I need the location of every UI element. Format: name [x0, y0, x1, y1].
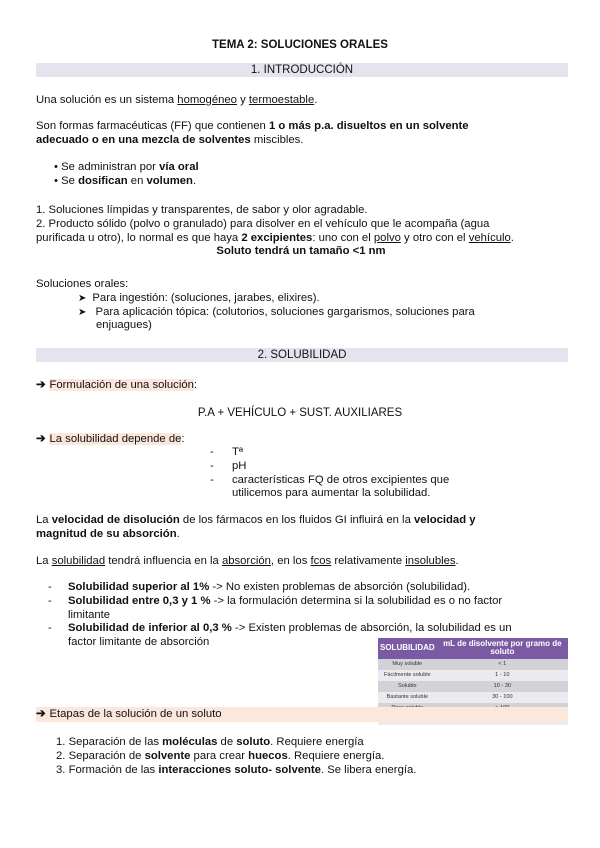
list-item: - características FQ de otros excipientes que: [210, 473, 450, 486]
text: .: [176, 527, 180, 540]
text: : uno con el: [312, 231, 374, 244]
text: La: [36, 555, 52, 567]
table-row: [378, 670, 568, 681]
list-item: - Solubilidad de inferior al 0,3 % -> Existen problemas de absorción, la solubilidad es un: [48, 622, 512, 635]
text: . Se libera energía.: [320, 763, 417, 776]
text: relativamente: [331, 555, 406, 567]
text: Son formas farmacéuticas (FF) que contienen: [36, 120, 269, 132]
text: de: [217, 736, 237, 748]
arrow-right-icon: ➔: [36, 708, 46, 720]
bold-text: volumen: [146, 174, 193, 187]
text: tendrá influencia en la: [105, 555, 222, 567]
text: características FQ de otros excipientes que: [232, 473, 450, 486]
text: Tª: [232, 446, 244, 458]
term-vehiculo: vehículo: [468, 231, 511, 244]
section-heading: 2. SOLUBILIDAD: [257, 349, 347, 361]
bold-text: Solubilidad superior al 1%: [68, 581, 210, 593]
bold-text: huecos: [248, 749, 288, 762]
text: . Requiere energía: [270, 736, 364, 748]
text: Una solución es un sistema: [36, 94, 178, 106]
list-item: [36, 292, 566, 306]
numbered-paragraph: [36, 204, 576, 259]
table-cell: 1 - 10: [437, 670, 568, 681]
text: -> la formulación determina si la solubilidad es o no factor: [210, 594, 503, 607]
section-band-introduccion: [36, 63, 568, 77]
text: de los fármacos en los fluidos GI influirá en la: [179, 514, 414, 526]
list-item: 1. Soluciones límpidas y transparentes, de sabor y olor agradable.: [36, 204, 368, 216]
bold-text: 2 excipientes: [241, 231, 313, 244]
text: .: [510, 231, 514, 244]
text: Se administran por: [61, 161, 160, 173]
list-item: 2. Separación de solvente para crear huecos. Requiere energía.: [56, 749, 385, 762]
text: La: [36, 514, 52, 526]
list-item-continued: utilicemos para aumentar la solubilidad.: [232, 487, 431, 500]
text: y: [236, 94, 249, 106]
text: pH: [232, 459, 247, 472]
text: y otro con el: [400, 231, 469, 244]
table-row: [378, 692, 568, 703]
list-item: • Se administran por vía oral: [54, 161, 199, 173]
arrow-right-icon: ➔: [36, 433, 46, 445]
bold-text: adecuado o en una mezcla de solventes: [36, 133, 251, 146]
etapas-list: [56, 736, 576, 777]
list-item: • Se dosifican en volumen.: [54, 174, 197, 187]
bold-text: vía oral: [159, 161, 199, 173]
arrow-right-icon: ➔: [36, 379, 46, 391]
list-item: - Solubilidad superior al 1% -> No existen problemas de absorción (solubilidad).: [48, 581, 471, 593]
text: miscibles.: [250, 133, 304, 146]
table-cell: Fácilmente soluble: [378, 670, 437, 681]
list-item-continued: enjuagues): [96, 319, 152, 332]
bold-text: moléculas: [162, 736, 218, 748]
text: , en los: [270, 555, 311, 567]
formulacion-line: [36, 379, 197, 393]
section-heading: 1. INTRODUCCIÓN: [250, 64, 354, 76]
oral-solutions: [36, 278, 566, 333]
text: .: [314, 94, 318, 106]
text: .: [192, 174, 197, 187]
table-cell: < 1: [437, 659, 568, 670]
section-band-solubilidad: [36, 348, 568, 362]
soluto-note: Soluto tendrá un tamaño <1 nm: [216, 245, 386, 258]
velocidad-paragraph: [36, 514, 576, 542]
text: Para aplicación tópica: (colutorios, soluciones gargarismos, soluciones para: [92, 305, 475, 318]
text: Para ingestión: (soluciones, jarabes, elixires).: [92, 291, 320, 304]
term-insolubles: insolubles: [405, 555, 456, 567]
page-title: TEMA 2: SOLUCIONES ORALES: [212, 39, 388, 51]
list-item: 1. Separación de las moléculas de soluto. Requiere energía: [56, 736, 364, 748]
table-row: [378, 659, 568, 670]
text: Formación de las: [68, 763, 159, 776]
text: Separación de: [68, 749, 145, 762]
bold-text: Solubilidad de inferior al 0,3 %: [68, 622, 232, 635]
text: :: [181, 433, 185, 445]
list-item-continued: limitante: [68, 608, 111, 621]
table-cell: 30 - 100: [437, 692, 568, 703]
arrowhead-icon: ➤: [78, 306, 87, 318]
text: purificada u otro), lo normal es que haya: [36, 231, 242, 244]
term-solubilidad: solubilidad: [51, 555, 106, 567]
text: Separación de las: [68, 736, 163, 748]
text: en: [127, 174, 147, 187]
influencia-paragraph: [36, 555, 576, 569]
bold-text: dosifican: [78, 174, 128, 187]
ff-paragraph: [36, 120, 566, 148]
formula: P.A + VEHÍCULO + SUST. AUXILIARES: [197, 407, 403, 419]
table-cell: 10 - 30: [437, 681, 568, 692]
table-cell: Bastante soluble: [378, 692, 437, 703]
table-row: [378, 681, 568, 692]
highlighted-text: Etapas de la solución de un soluto: [49, 708, 222, 720]
bullet-list: [54, 161, 199, 189]
list-item: 2. Producto sólido (polvo o granulado) para disolver en el vehículo que le acompaña (agua: [36, 217, 490, 230]
list-item: - pH: [210, 459, 247, 472]
text: para crear: [190, 749, 249, 762]
table-cell: Muy soluble: [378, 659, 437, 670]
depende-list: [210, 446, 510, 501]
bold-text: 1 o más p.a. disueltos en un solvente: [268, 120, 469, 132]
term-fcos: fcos: [310, 555, 332, 567]
highlighted-text: Formulación de una solución: [49, 379, 194, 391]
depende-line: [36, 433, 185, 447]
term-homogeneo: homogéneo: [177, 94, 237, 106]
list-item-continued: factor limitante de absorción: [68, 636, 210, 649]
bold-text: Solubilidad entre 0,3 y 1 %: [68, 594, 211, 607]
text: -> Existen problemas de absorción, la solubilidad es un: [231, 622, 512, 635]
list-item: [36, 306, 566, 320]
term-polvo: polvo: [373, 231, 401, 244]
list-item: - Solubilidad entre 0,3 y 1 % -> la formulación determina si la solubilidad es o no factor: [48, 594, 503, 607]
text: . Requiere energía.: [287, 749, 385, 762]
bold-text: magnitud de su absorción: [36, 527, 177, 540]
list-item-continued: [36, 232, 576, 246]
text: Se: [61, 174, 79, 187]
text: .: [455, 555, 459, 567]
list-item: - Tª: [210, 446, 244, 458]
bold-text: velocidad y: [414, 514, 476, 526]
definition-paragraph: [36, 94, 317, 108]
bold-text: velocidad de disolución: [51, 514, 180, 526]
term-absorcion: absorción: [221, 555, 271, 567]
bold-text: interacciones soluto- solvente: [158, 763, 321, 776]
arrowhead-icon: ➤: [78, 292, 87, 304]
etapas-line: [36, 708, 222, 722]
table-header: SOLUBILIDAD: [378, 638, 437, 659]
bold-text: soluto: [236, 736, 271, 748]
subheading: Soluciones orales:: [36, 278, 129, 290]
table-cell: Soluble: [378, 681, 437, 692]
list-item: 3. Formación de las interacciones soluto- solvente. Se libera energía.: [56, 763, 417, 776]
text: -> No existen problemas de absorción (solubilidad).: [209, 581, 471, 593]
highlighted-text: La solubilidad depende de: [49, 433, 182, 445]
term-termoestable: termoestable: [248, 94, 315, 106]
text: :: [193, 379, 198, 391]
table-header: mL de disolvente por gramo de soluto: [437, 638, 568, 659]
bold-text: solvente: [144, 749, 191, 762]
